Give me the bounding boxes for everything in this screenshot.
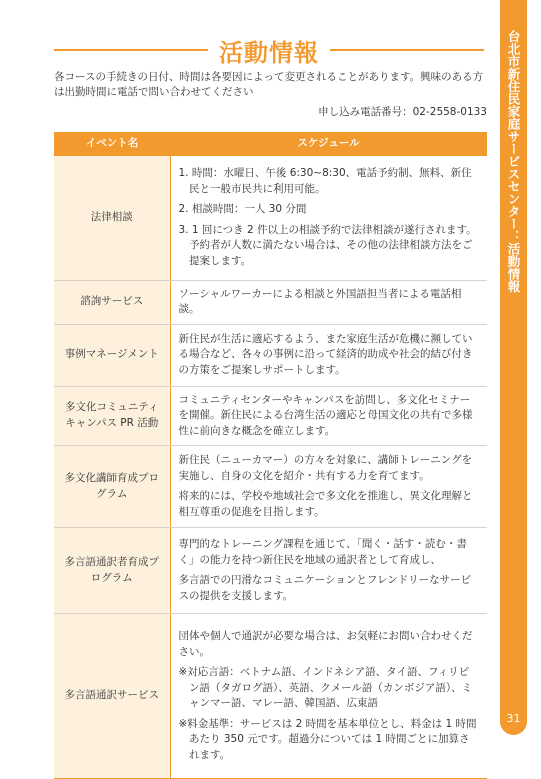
schedule-line: 団体や個人で通訳が必要な場合は、お気軽にお問い合わせください。 xyxy=(178,630,473,658)
table-row xyxy=(54,156,487,280)
table-row xyxy=(54,446,487,528)
schedule-cell xyxy=(170,386,487,446)
page-number: 31 xyxy=(506,712,521,725)
event-name: 多文化コミュニティキャンパス PR 活動 xyxy=(54,386,170,446)
schedule-line: コミュニティセンターやキャンパスを訪問し、多文化セミナーを開催。新住民による台湾生活の適応と母国文化の共有で多様性に前向きな概念を確立します。 xyxy=(178,393,473,437)
schedule-line: 2. 相談時間：一人 30 分間 xyxy=(178,203,307,216)
table-row xyxy=(54,614,487,779)
activity-table xyxy=(54,132,487,779)
event-name: 諮詢サービス xyxy=(54,280,170,324)
schedule-line: ※対応言語：ベトナム語、インドネシア語、タイ語、フィリピン語（タガログ語）、英語、クメール語（カンボジア語）、ミャンマー語、マレー語、韓国語、広東語 xyxy=(178,666,473,709)
column-header-schedule: スケジュール xyxy=(170,132,487,156)
event-name: 事例マネージメント xyxy=(54,324,170,386)
schedule-line: 将来的には、学校や地域社会で多文化を推進し、異文化理解と相互尊重の促進を目指します。 xyxy=(178,490,473,518)
schedule-line: 専門的なトレーニング課程を通じて、「聞く・話す・読む・書く」の能力を持つ新住民を地域の通訳者として育成し、 xyxy=(178,538,467,566)
table-row xyxy=(54,280,487,324)
table-row xyxy=(54,386,487,446)
schedule-line: 1. 時間：水曜日、午後 6:30~8:30、電話予約制、無料、新住民と一般市民共に利用可能。 xyxy=(178,167,472,195)
event-name: 法律相談 xyxy=(54,156,170,280)
table-row xyxy=(54,528,487,614)
table-row xyxy=(54,324,487,386)
event-name: 多言語通訳サービス xyxy=(54,614,170,779)
schedule-line: 新住民（ニューカマー）の方々を対象に、講師トレーニングを実施し、自身の文化を紹介・共有する力を育てます。 xyxy=(178,454,473,482)
page-title: 活動情報 xyxy=(219,39,319,67)
schedule-line: 新住民が生活に適応するよう、また家庭生活が危機に瀕している場合など、各々の事例に沿って経済的助成や社会的結び付きの方策をご提案しサポートします。 xyxy=(178,332,473,376)
phone-number: 申し込み電話番号：02-2558-0133 xyxy=(318,106,487,118)
schedule-line: ※料金基準：サービスは 2 時間を基本単位とし、料金は 1 時間あたり 350 元です。超過分については 1 時間ごとに加算されます。 xyxy=(178,717,477,761)
event-name: 多言語通訳者育成プログラム xyxy=(54,528,170,614)
schedule-cell xyxy=(170,446,487,528)
heading-rule-left xyxy=(54,49,208,51)
schedule-line: 3. 1 回につき 2 件以上の相談予約で法律相談が遂行されます。予約者が人数に満たない場合は、その他の法律相談方法をご提案します。 xyxy=(178,223,477,267)
schedule-line: ソーシャルワーカーによる相談と外国語担当者による電話相談。 xyxy=(178,287,462,315)
schedule-cell xyxy=(170,324,487,386)
schedule-cell xyxy=(170,614,487,779)
side-tab-title: 台北市新住民家庭サービスセンター：活動情報 xyxy=(506,30,521,293)
schedule-line: 多言語での円滑なコミュニケーションとフレンドリーなサービスの提供を支援します。 xyxy=(178,574,472,602)
schedule-cell xyxy=(170,156,487,280)
intro-text: 各コースの手続きの日付、時間は各要因によって変更されることがあります。興味のある方は出勤時間に電話で問い合わせてください xyxy=(54,71,484,98)
event-name: 多文化講師育成プログラム xyxy=(54,446,170,528)
heading-rule-right xyxy=(330,49,484,51)
schedule-cell xyxy=(170,280,487,324)
schedule-cell xyxy=(170,528,487,614)
column-header-event: イベント名 xyxy=(54,132,170,156)
